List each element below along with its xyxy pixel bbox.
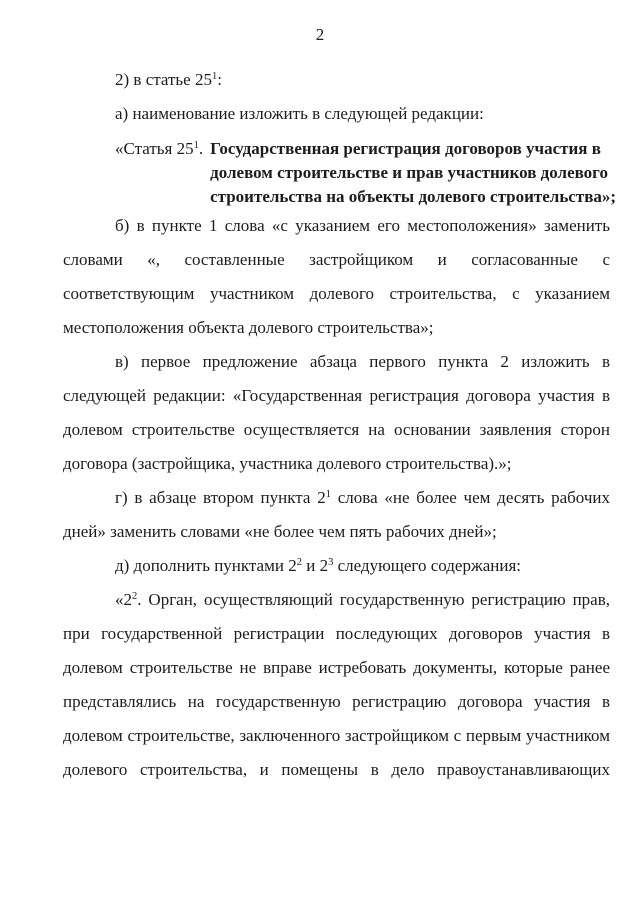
superscript: 1 (193, 140, 199, 151)
text-line: договора (застройщика, участника долевого строительства).»; (63, 454, 512, 473)
paragraph (63, 481, 610, 549)
text-line: следующей редакции: «Государственная регистрация договора участия в (63, 386, 610, 405)
text-line: д) дополнить пунктами $2^2$ и $2^3$ следующего содержания: (115, 556, 521, 575)
text-line: словами «, составленные застройщиком и согласованные с (63, 250, 610, 269)
text-line: при государственной регистрации последующих договоров участия в (63, 624, 610, 643)
superscript: 2 (296, 557, 302, 568)
paragraph (63, 345, 610, 481)
article-heading (115, 137, 617, 209)
paragraph (63, 583, 610, 787)
superscript: 3 (328, 557, 334, 568)
page-number: 2 (315, 25, 325, 44)
text-line: долевом строительстве, заключенного застройщиком с первым участником (63, 726, 610, 745)
superscript: 2 (132, 591, 138, 602)
text-line: представлялись на государственную регистрацию договора участия в (63, 692, 610, 711)
text-line: а) наименование изложить в следующей редакции: (115, 104, 484, 123)
text-line: дней» заменить словами «не более чем пять рабочих дней»; (63, 522, 497, 541)
text-line: долевом строительстве осуществляется на основании заявления сторон (63, 420, 610, 439)
text-line: в) первое предложение абзаца первого пункта 2 изложить в (115, 352, 610, 371)
text-line: соответствующим участником долевого строительства, с указанием (63, 284, 610, 303)
article-number: «Статья $25^1$. (115, 139, 204, 158)
article-title (210, 137, 616, 209)
superscript: 1 (325, 489, 331, 500)
paragraph (63, 63, 610, 97)
superscript: 1 (211, 71, 218, 82)
text-line: «$2^2$. Орган, осуществляющий государственную регистрацию прав, (115, 590, 610, 609)
text-line: долевом строительстве и прав участников долевого (210, 163, 608, 182)
text-line: строительства на объекты долевого строительства»; (210, 187, 617, 206)
text-line: Государственная регистрация договоров участия в (210, 139, 601, 158)
text-line: б) в пункте 1 слова «с указанием его местоположения» заменить (115, 216, 610, 235)
paragraph (63, 209, 610, 345)
paragraph (63, 549, 610, 583)
paragraph (63, 97, 610, 131)
document-body (63, 63, 617, 787)
text-line: 2) в статье $25^1$: (115, 70, 222, 89)
text-line: г) в абзаце втором пункта $2^1$ слова «не более чем десять рабочих (115, 488, 610, 507)
text-line: долевом строительстве не вправе истребовать документы, которые ранее (63, 658, 610, 677)
text-line: местоположения объекта долевого строительства»; (63, 318, 434, 337)
text-line: долевого строительства, и помещены в дело правоустанавливающих (63, 760, 610, 779)
